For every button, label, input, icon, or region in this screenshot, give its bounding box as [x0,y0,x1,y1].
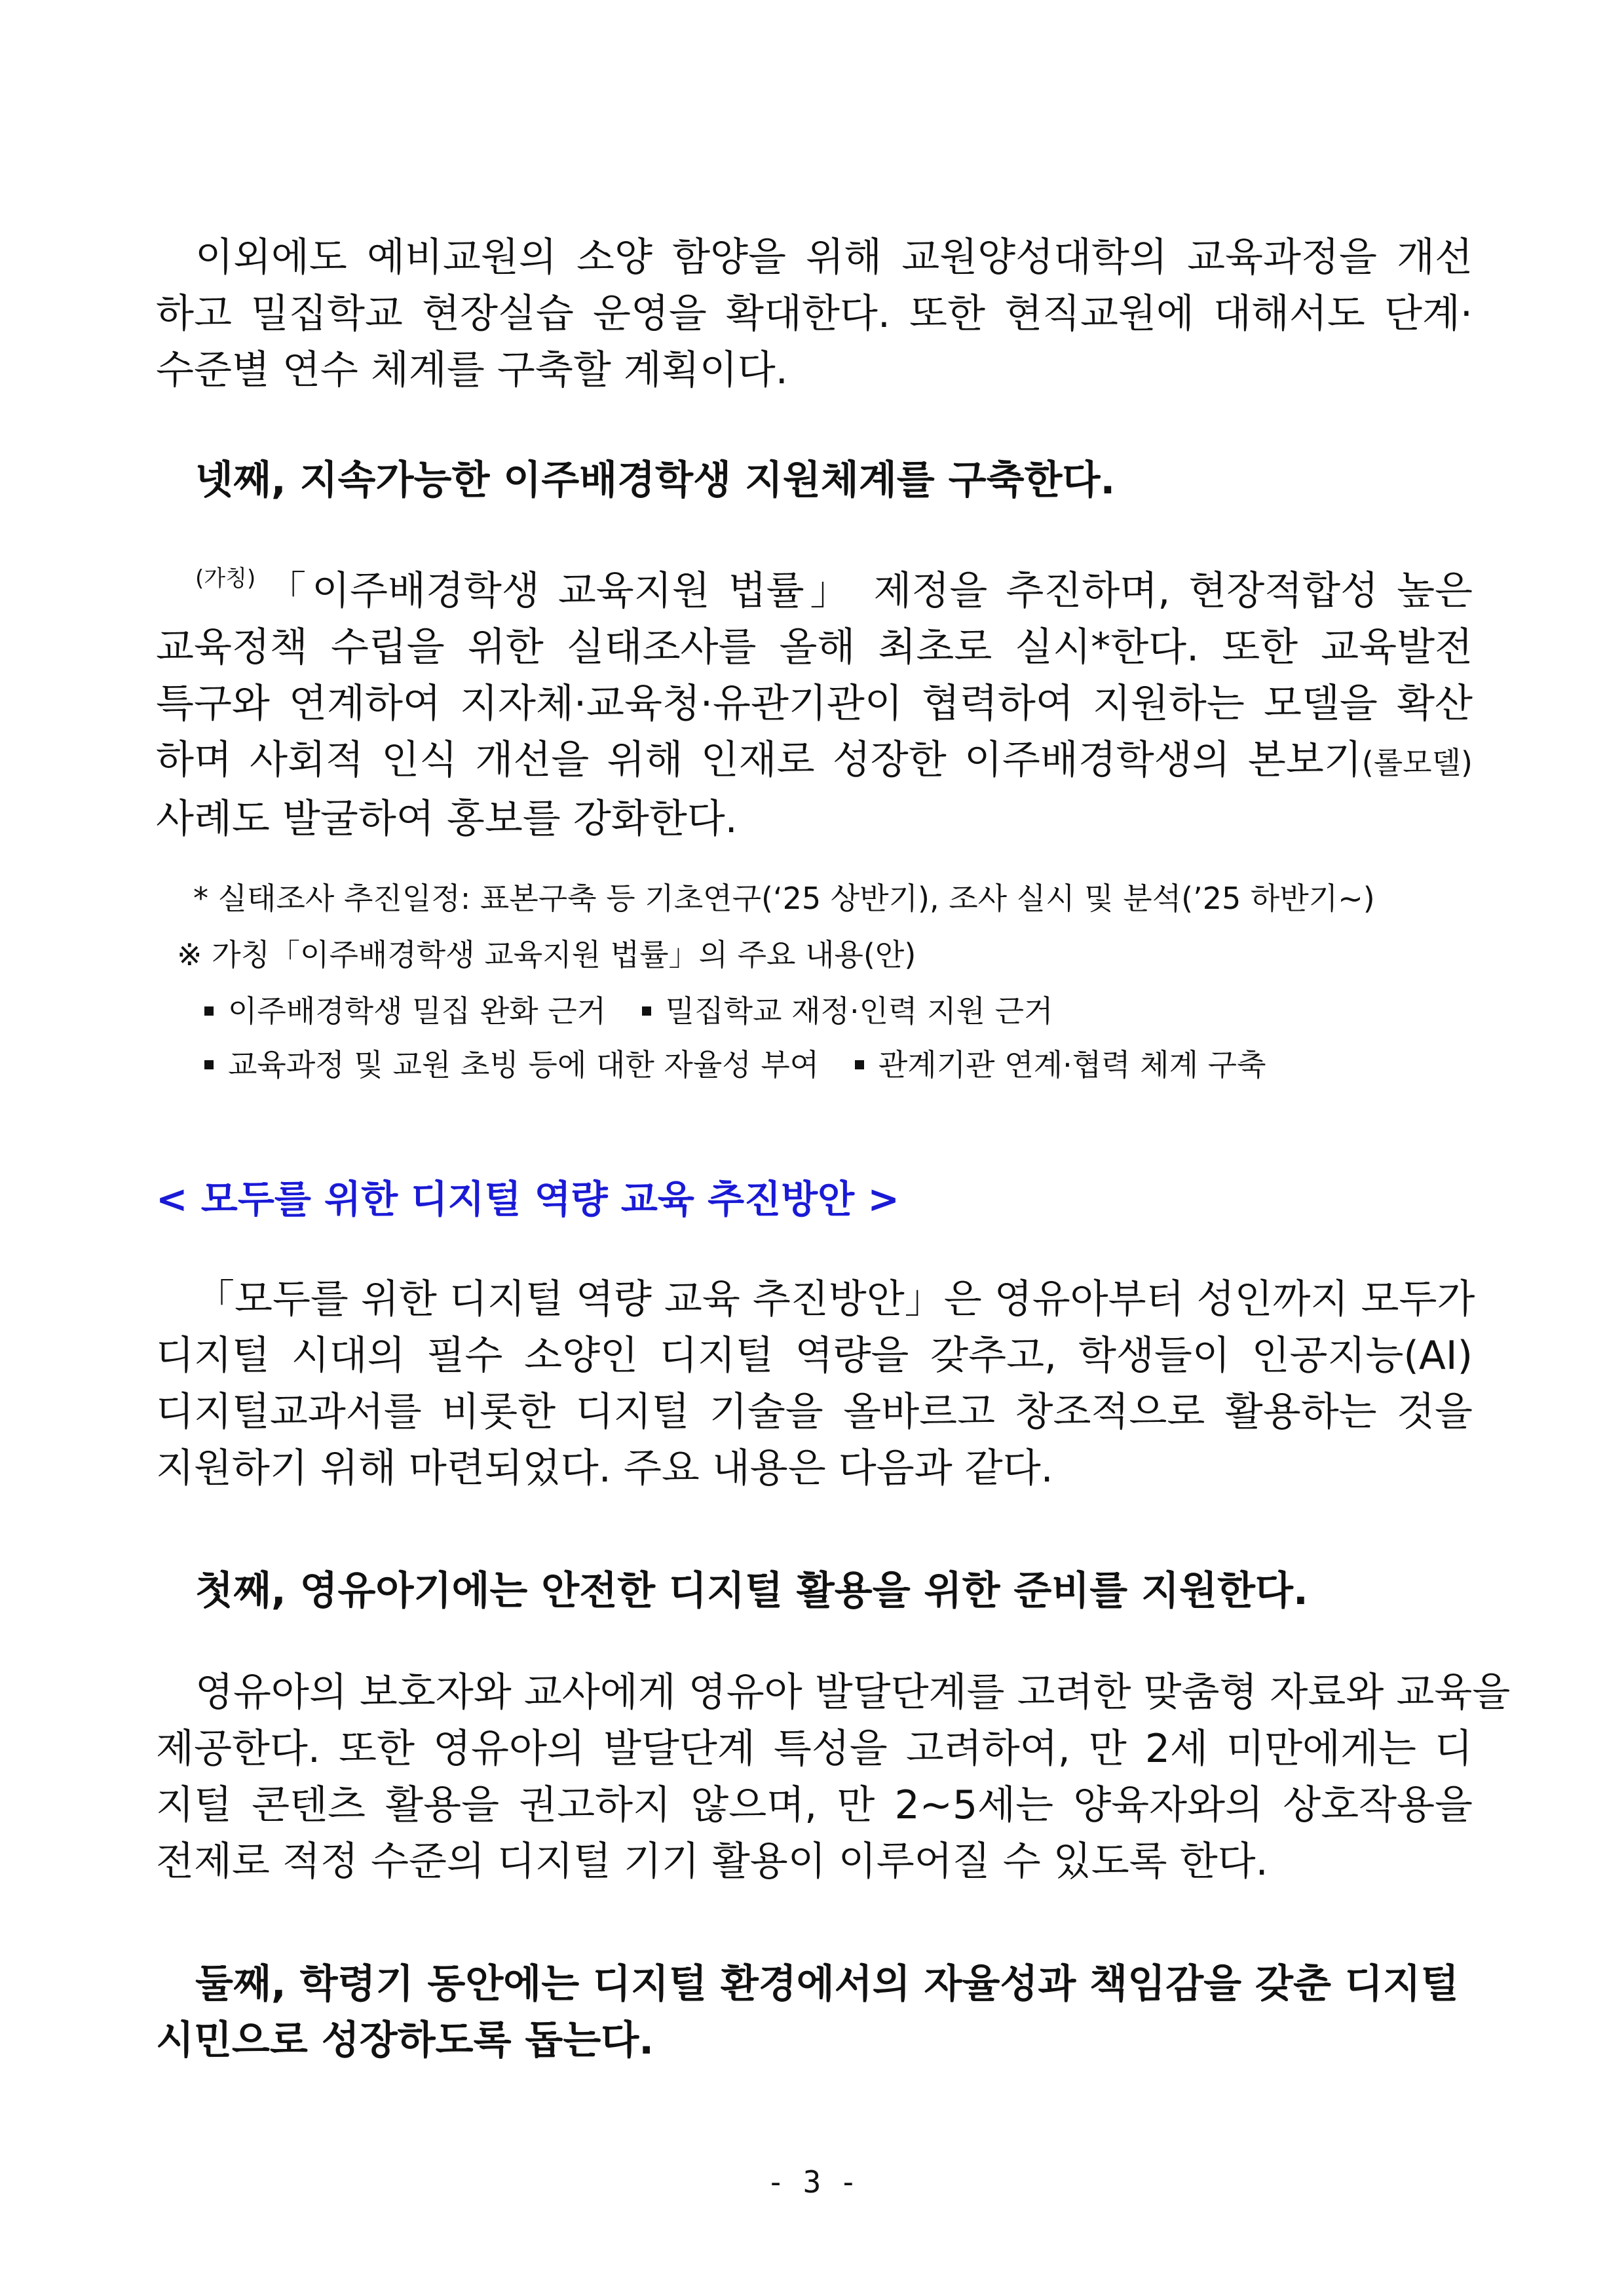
bullet-square-icon [642,1006,651,1016]
heading-fourth [195,452,1473,508]
paragraph-migrant-support [156,550,1473,847]
paragraph-line [156,550,1473,619]
heading-text: 시민으로 성장하도록 돕는다. [156,2018,654,2063]
bullet-square-icon [204,1006,214,1016]
heading-first [195,1563,1473,1619]
bullet-item: 관계기관 연계·협력 체계 구축 [855,1047,1266,1082]
bullet-item: 교육과정 및 교원 초빙 등에 대한 자율성 부여 [204,1047,819,1082]
heading-text: 넷째, 지속가능한 이주배경학생 지원체계를 구축한다. [195,457,1116,503]
paragraph-line: 사례도 발굴하여 홍보를 강화한다. [156,796,738,842]
footnote-survey-schedule: * 실태조사 추진일정: 표본구축 등 기초연구(‘25 상반기), 조사 실시 및 분석(’25 하반기~) [193,881,1375,916]
paragraph-line: 디지털 시대의 필수 소양인 디지털 역량을 갖추고, 학생들이 인공지능(AI) [156,1333,1473,1379]
bullet-row-2 [204,1042,1266,1088]
paragraph-line: 특구와 연계하여 지자체·교육청·유관기관이 협력하여 지원하는 모델을 확산 [156,681,1473,727]
bullet-item: 이주배경학생 밀집 완화 근거 [204,993,606,1029]
page-number: - 3 - [766,2164,858,2200]
paragraph-teacher-training [156,229,1473,398]
superscript-tentative: (가칭) [195,565,256,592]
heading-text: 첫째, 영유아기에는 안전한 디지털 활용을 위한 준비를 지원한다. [195,1568,1308,1614]
paragraph-line: 교육정책 수립을 위한 실태조사를 올해 최초로 실시*한다. 또한 교육발전 [156,624,1473,670]
paragraph-line: 이외에도 예비교원의 소양 함양을 위해 교원양성대학의 교육과정을 개선 [195,235,1473,280]
paragraph-line: 「모두를 위한 디지털 역량 교육 추진방안」은 영유아부터 성인까지 모두가 [195,1276,1475,1322]
paragraph-line: 하고 밀집학교 현장실습 운영을 확대한다. 또한 현직교원에 대해서도 단계· [156,291,1473,337]
bullet-item: 밀집학교 재정·인력 지원 근거 [642,993,1053,1029]
heading-text: 둘째, 학령기 동안에는 디지털 환경에서의 자율성과 책임감을 갖춘 디지털 [195,1961,1459,2007]
paragraph-line: 전제로 적정 수준의 디지털 기기 활용이 이루어질 수 있도록 한다. [156,1839,1268,1885]
paragraph-line-text: 하며 사회적 인식 개선을 위해 인재로 성장한 이주배경학생의 본보기 [156,737,1362,783]
heading-second [156,1956,1473,2069]
role-model-note: (롤모델) [1361,745,1473,780]
paragraph-line: 제공한다. 또한 영유아의 발달단계 특성을 고려하여, 만 2세 미만에게는 디 [156,1726,1473,1772]
paragraph-digital-plan [156,1271,1473,1497]
paragraph-line: 디지털교과서를 비롯한 디지털 기술을 올바르고 창조적으로 활용하는 것을 [156,1389,1473,1435]
bullet-square-icon [204,1060,214,1069]
paragraph-line: 지원하기 위해 마련되었다. 주요 내용은 다음과 같다. [156,1445,1053,1491]
section-title: < 모두를 위한 디지털 역량 교육 추진방안 > [156,1177,899,1221]
paragraph-early-childhood [156,1664,1511,1890]
paragraph-line: 수준별 연수 체계를 구축할 계획이다. [156,347,788,393]
bullet-square-icon [855,1060,864,1069]
paragraph-line-text: 「이주배경학생 교육지원 법률」 제정을 추진하며, 현장적합성 높은 [261,568,1473,614]
paragraph-line: 영유아의 보호자와 교사에게 영유아 발달단계를 고려한 맞춤형 자료와 교육을 [195,1670,1511,1715]
paragraph-line: 지털 콘텐츠 활용을 권고하지 않으며, 만 2~5세는 양육자와의 상호작용을 [156,1782,1473,1828]
bullet-row-1 [204,988,1053,1034]
reference-note-law: ※ 가칭「이주배경학생 교육지원 법률」의 주요 내용(안) [177,937,916,972]
paragraph-line [156,732,1473,791]
